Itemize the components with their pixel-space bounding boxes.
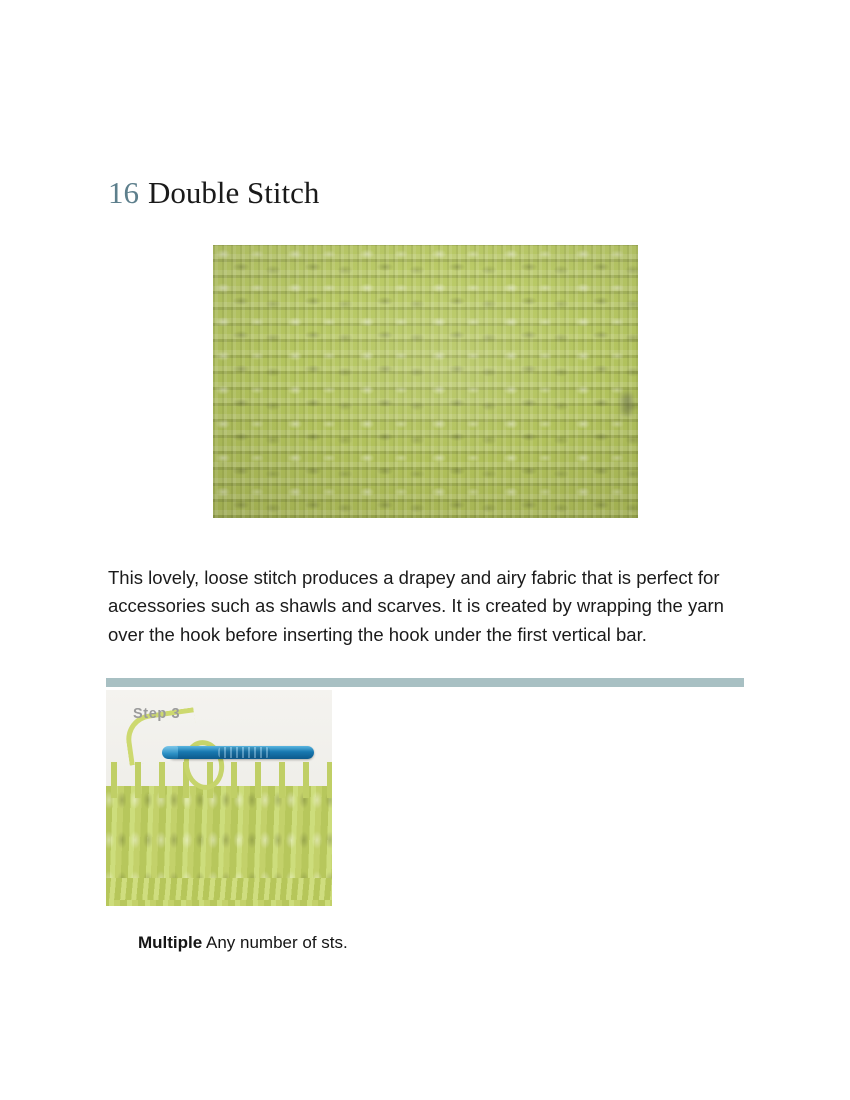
chapter-title: Double Stitch	[148, 175, 320, 210]
swatch-vignette	[213, 245, 638, 518]
crochet-fabric-edge	[106, 878, 332, 900]
multiple-line	[138, 931, 348, 955]
stitch-swatch-photo	[213, 245, 638, 518]
multiple-term: Multiple	[138, 933, 203, 952]
body-paragraph: This lovely, loose stitch produces a drapey and airy fabric that is perfect for accessories such as shawls and scarves. It is created by wrapping the yarn over the hook before inserting the hook under the first vertical bar.	[108, 566, 724, 645]
section-divider	[106, 678, 744, 687]
page-title	[108, 176, 319, 210]
multiple-value: Any number of sts.	[202, 933, 348, 952]
crochet-hook-grip	[218, 747, 270, 758]
step-label: Step 3	[133, 706, 181, 722]
swatch-edge-shadow	[622, 393, 632, 415]
chapter-number: 16	[108, 175, 139, 210]
crochet-hook-tip	[162, 746, 178, 759]
step-photo	[106, 690, 332, 906]
